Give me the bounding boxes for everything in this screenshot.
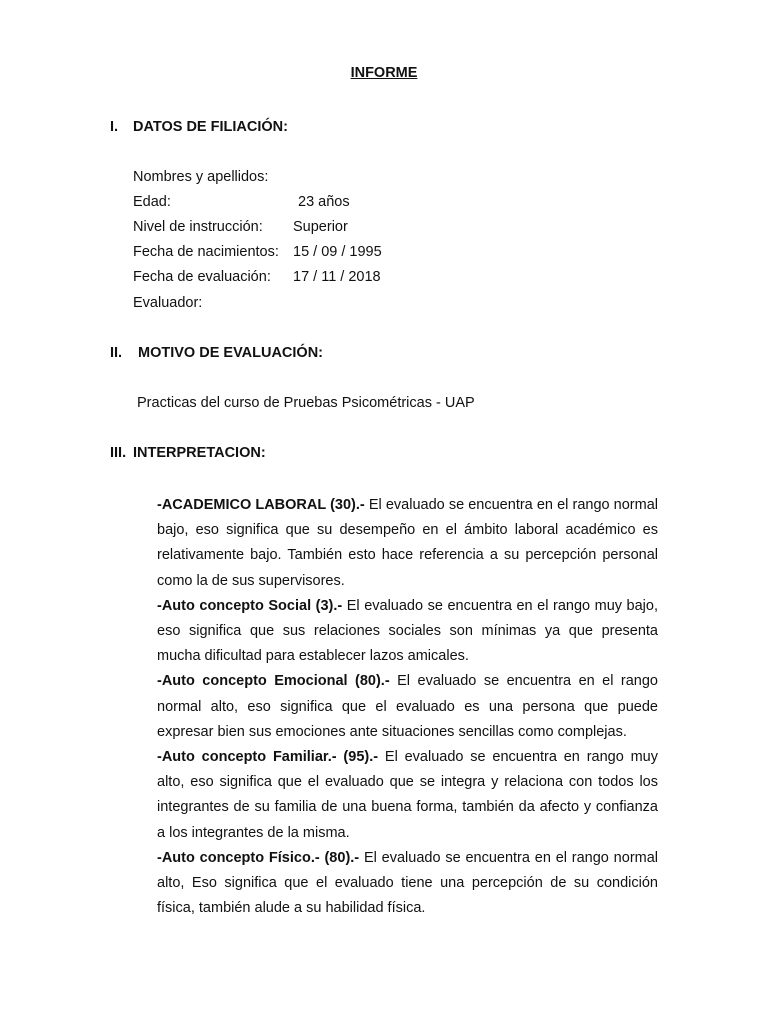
field-fecha-evaluacion [133, 265, 381, 290]
field-nivel [133, 215, 348, 240]
field-value: 17 / 11 / 2018 [293, 269, 381, 285]
field-value: 15 / 09 / 1995 [293, 244, 382, 260]
interpretation-item [157, 669, 658, 745]
field-fecha-nacimiento [133, 240, 382, 265]
section-heading-datos [110, 119, 288, 135]
item-title: -ACADEMICO LABORAL (30).- [157, 497, 365, 513]
interpretation-body [157, 493, 658, 921]
interpretation-item [157, 745, 658, 846]
field-label: Fecha de nacimientos: [133, 244, 279, 260]
section-title: MOTIVO DE EVALUACIÓN: [138, 345, 324, 361]
field-label: Nombres y apellidos: [133, 169, 269, 185]
field-value: Superior [293, 219, 348, 235]
section-number: I. [110, 119, 119, 135]
field-edad [133, 190, 350, 215]
field-nombres [133, 165, 268, 190]
item-title: -Auto concepto Físico.- (80).- [157, 849, 360, 866]
item-text: El evaluado se encuentra en el rango normal bajo, eso significa que su desempeño en el ámbito laboral académico es relativamente bajo. También esto hace referencia a su percepción personal como la de sus supervisores. [157, 497, 659, 589]
field-label: Nivel de instrucción: [133, 219, 263, 235]
field-label: Evaluador: [133, 295, 203, 311]
section-number: II. [110, 345, 123, 361]
field-evaluador [133, 291, 202, 316]
item-title: -Auto concepto Familiar.- (95).- [157, 749, 379, 766]
item-text: El evaluado se encuentra en el rango normal alto, Eso significa que el evaluado tiene una percepción de su condición física, también alude a su habilidad física. [157, 849, 659, 917]
section-title: INTERPRETACION: [133, 445, 266, 461]
section-number: III. [110, 445, 127, 461]
motivo-text: Practicas del curso de Pruebas Psicométricas - UAP [137, 395, 475, 411]
field-label: Edad: [133, 194, 171, 210]
item-text: El evaluado se encuentra en rango muy alto, eso significa que el evaluado que se integra y relaciona con todos los integrantes de su familia de una buena forma, también da afecto y confianza a los integrantes de la misma. [157, 749, 658, 841]
field-value: 23 años [298, 194, 350, 210]
field-label: Fecha de evaluación: [133, 269, 271, 285]
item-text: El evaluado se encuentra en el rango muy bajo, eso significa que sus relaciones sociales son mínimas ya que presenta mucha dificultad para establecer lazos amicales. [157, 597, 658, 665]
item-title: -Auto concepto Emocional (80).- [157, 673, 390, 690]
interpretation-item [157, 594, 658, 670]
section-heading-interpretacion [110, 445, 266, 461]
interpretation-item [157, 493, 658, 594]
document-title: INFORME [350, 65, 418, 81]
interpretation-item [157, 846, 658, 922]
section-title: DATOS DE FILIACIÓN: [133, 119, 288, 135]
item-text: El evaluado se encuentra en el rango normal alto, eso significa que el evaluado es una persona que puede expresar bien sus emociones ante situaciones sencillas como complejas. [157, 673, 659, 740]
section-heading-motivo [110, 345, 323, 361]
item-title: -Auto concepto Social (3).- [157, 597, 343, 614]
